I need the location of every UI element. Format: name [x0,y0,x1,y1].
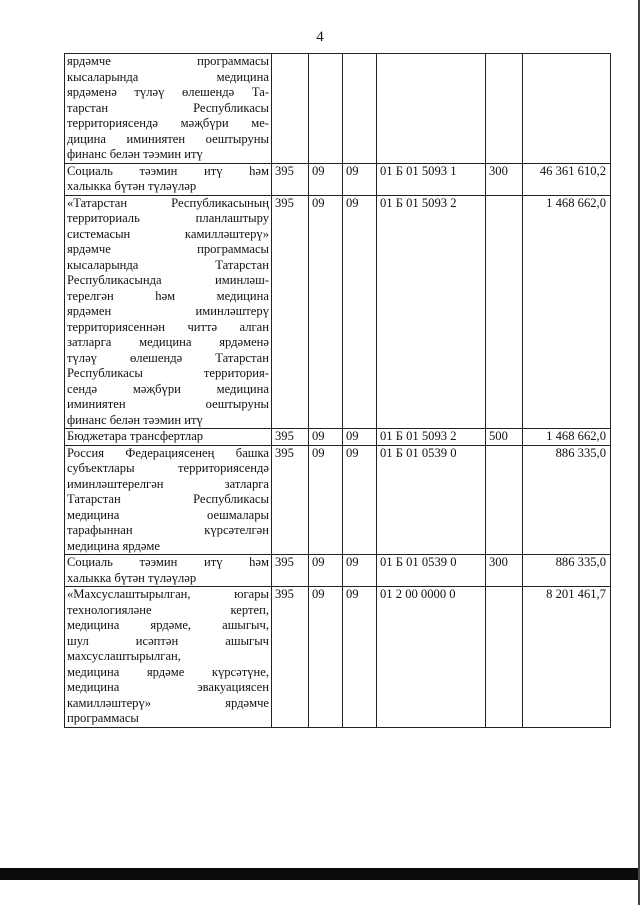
cell-ministry: 395 [272,587,309,728]
cell-subsection: 09 [343,195,377,429]
cell-target-article [377,54,486,164]
table-body [65,54,611,728]
name-line: территориясендә мәҗбүри ме- [67,116,269,130]
cell-subsection: 09 [343,587,377,728]
cell-amount: 886 335,0 [523,445,611,555]
cell-amount: 886 335,0 [523,555,611,587]
name-line: иминләштерелгән затларга [67,476,269,491]
table-row [65,445,611,555]
name-line: тарафыннан күрсәтелгән [67,523,269,537]
name-line: медицина ярдәме күрсәтүне, [67,664,269,679]
name-line: халыкка бүтән түләүләр [67,179,197,193]
cell-name [65,429,272,446]
name-line: ярдәмче программасы [67,54,269,68]
name-line: медицина ярдәме, ашыгыч, [67,618,269,632]
name-line: камилләштерү» ярдәмче [67,695,269,710]
name-line: субъектлары территориясендә [67,461,269,475]
table-row [65,195,611,429]
name-line: халыкка бүтән түләүләр [67,570,197,585]
cell-section [309,54,343,164]
cell-amount: 1 468 662,0 [523,195,611,429]
cell-name [65,587,272,728]
name-line: технологияләне кертеп, [67,602,269,617]
name-line: дицина иминиятен оештыруны [67,131,269,146]
cell-amount: 8 201 461,7 [523,587,611,728]
name-line: ярдәменә түләү өлешендә Та- [67,85,269,99]
cell-amount: 1 468 662,0 [523,429,611,446]
cell-name [65,445,272,555]
cell-section: 09 [309,587,343,728]
cell-ministry: 395 [272,555,309,587]
cell-expense-type [486,445,523,555]
cell-section: 09 [309,163,343,195]
cell-ministry: 395 [272,195,309,429]
cell-section: 09 [309,555,343,587]
name-line: сендә мәҗбүри медицина [67,381,269,396]
name-line: түләү өлешендә Татарстан [67,350,269,365]
cell-ministry: 395 [272,445,309,555]
cell-name [65,163,272,195]
name-line: Татарстан Республикасы [67,492,269,506]
cell-expense-type [486,54,523,164]
name-line: ярдәмче программасы [67,242,269,256]
table-row [65,587,611,728]
cell-amount: 46 361 610,2 [523,163,611,195]
name-line: терелгән һәм медицина [67,288,269,303]
name-line: медицина эвакуациясен [67,680,269,694]
cell-ministry: 395 [272,429,309,446]
name-line: затларга медицина ярдәменә [67,335,269,349]
cell-amount [523,54,611,164]
name-line: Россия Федерациясенең башка [67,445,269,460]
name-line: ярдәмен иминләштерү [67,304,269,318]
cell-target-article: 01 Б 01 5093 2 [377,195,486,429]
name-line: системасын камилләштерү» [67,226,269,241]
cell-subsection: 09 [343,429,377,446]
name-line: финанс белән тәэмин итү [67,412,203,427]
page-number: 4 [316,29,324,45]
name-line: иминиятен оештыруны [67,397,269,411]
budget-table [64,53,611,728]
cell-section: 09 [309,445,343,555]
cell-target-article: 01 2 00 0000 0 [377,587,486,728]
name-line: Социаль тәэмин итү һәм [67,163,269,178]
cell-ministry [272,54,309,164]
name-line: махсуслаштырылган, [67,649,181,663]
cell-name [65,195,272,429]
cell-expense-type [486,587,523,728]
cell-target-article: 01 Б 01 0539 0 [377,445,486,555]
table-row [65,163,611,195]
table-row [65,555,611,587]
cell-expense-type: 300 [486,163,523,195]
name-line: «Татарстан Республикасының [67,195,269,210]
cell-expense-type: 500 [486,429,523,446]
name-line: кысаларында Татарстан [67,257,269,272]
name-line: «Махсуслаштырылган, югары [67,587,269,601]
cell-subsection: 09 [343,445,377,555]
cell-section: 09 [309,195,343,429]
cell-name [65,555,272,587]
cell-target-article: 01 Б 01 5093 1 [377,163,486,195]
cell-target-article: 01 Б 01 0539 0 [377,555,486,587]
name-line: Республикасы территория- [67,366,269,380]
cell-ministry: 395 [272,163,309,195]
name-line: кысаларында медицина [67,69,269,84]
name-line: Республикасында иминләш- [67,273,269,287]
name-line: Бюджетара трансфертлар [67,429,204,443]
name-line: финанс белән тәэмин итү [67,147,203,161]
name-line: программасы [67,711,139,725]
table-row [65,54,611,164]
table-row [65,429,611,446]
cell-subsection: 09 [343,163,377,195]
cell-section: 09 [309,429,343,446]
cell-target-article: 01 Б 01 5093 2 [377,429,486,446]
cell-subsection [343,54,377,164]
name-line: медицина оешмалары [67,507,269,522]
cell-expense-type: 300 [486,555,523,587]
name-line: тарстан Республикасы [67,100,269,115]
cell-name [65,54,272,164]
name-line: территориаль планлаштыру [67,211,269,225]
name-line: шул исәптән ашыгыч [67,633,269,648]
cell-expense-type [486,195,523,429]
name-line: Социаль тәэмин итү һәм [67,555,269,569]
name-line: территориясеннән читтә алган [67,319,269,334]
cell-subsection: 09 [343,555,377,587]
scan-bottom-bar [0,868,640,880]
name-line: медицина ярдәме [67,538,160,553]
